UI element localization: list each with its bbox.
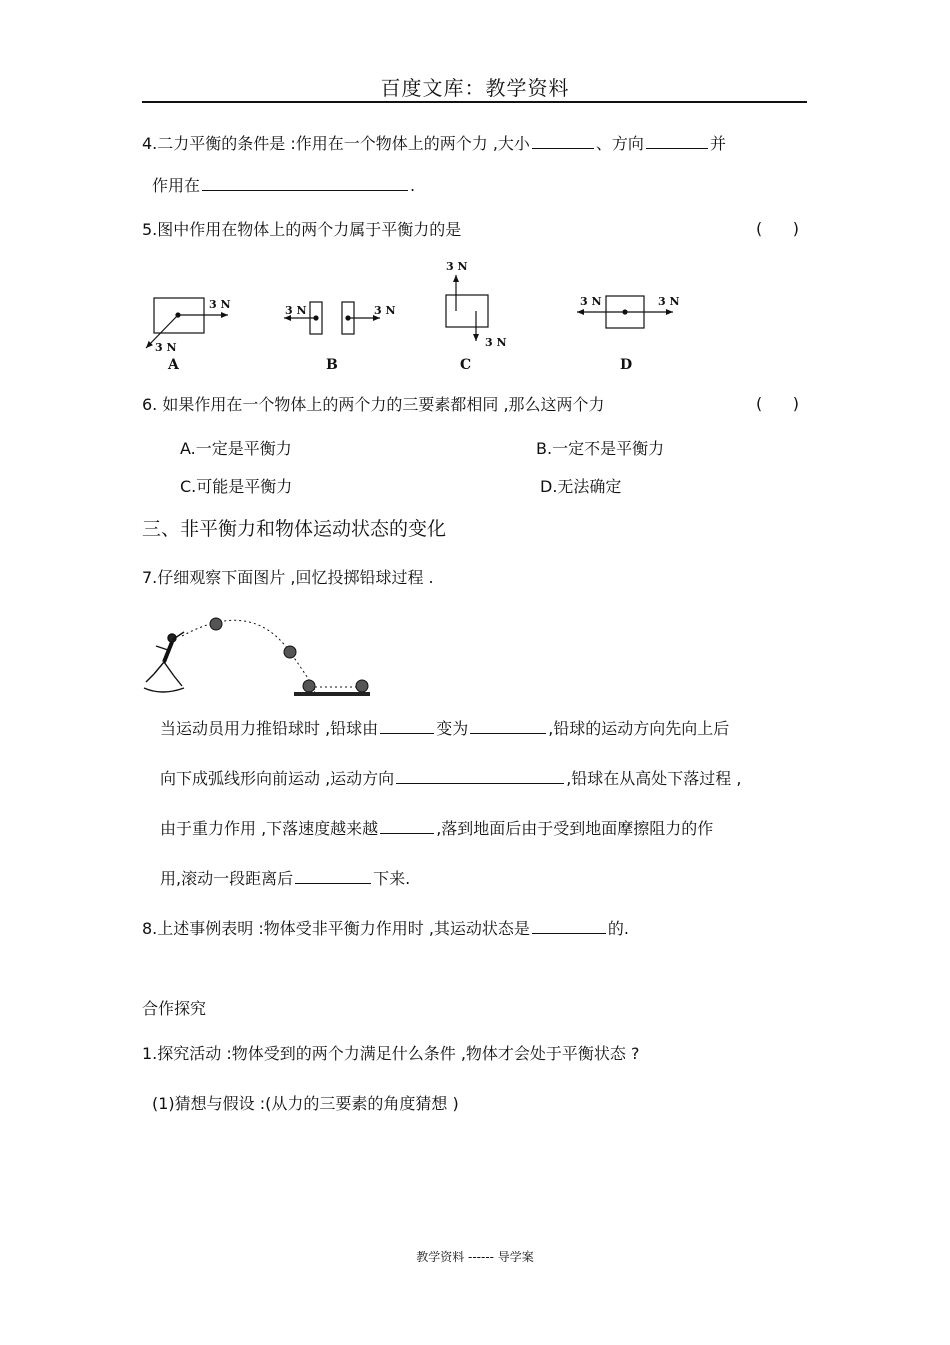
q7-blank-3[interactable] <box>396 767 564 784</box>
q5-answer-paren[interactable]: ( ) <box>756 219 799 238</box>
q7-paragraph-line2 <box>160 767 741 790</box>
q7-paragraph-line4 <box>160 867 410 890</box>
q8-line <box>142 917 629 940</box>
q4-blank-direction[interactable] <box>646 132 708 149</box>
q7-blank-5[interactable] <box>295 867 371 884</box>
q4-prefix: 4.二力平衡的条件是 :作用在一个物体上的两个力 ,大小 <box>142 134 530 153</box>
shot-put-illustration <box>142 610 374 696</box>
q4-line2-suffix: . <box>410 176 416 195</box>
q8-prefix: 8.上述事例表明 :物体受非平衡力作用时 ,其运动状态是 <box>142 919 530 938</box>
q4-blank-size[interactable] <box>532 132 594 149</box>
force-label-c1: 3 N <box>446 260 468 273</box>
header-rule <box>142 101 807 103</box>
q7-blank-2[interactable] <box>470 717 546 734</box>
page-header-title: 百度文库：教学资料 <box>380 76 570 100</box>
force-label-c2: 3 N <box>485 336 507 349</box>
diagram-c <box>446 275 488 341</box>
q7-p1-a: 当运动员用力推铅球时 ,铅球由 <box>160 719 379 738</box>
force-label-b2: 3 N <box>374 304 396 317</box>
force-label-a2: 3 N <box>155 341 177 354</box>
q4-line1 <box>142 132 726 155</box>
diagram-label-c: C <box>460 357 472 373</box>
q7-p4-b: 下来. <box>373 869 411 888</box>
q4-mid: 、方向 <box>595 134 644 153</box>
diagram-label-b: B <box>326 357 338 373</box>
q7-paragraph-line3 <box>160 817 713 840</box>
q7-text: 7.仔细观察下面图片 ,回忆投掷铅球过程 . <box>142 568 434 587</box>
q4-suffix: 并 <box>709 134 726 153</box>
q7-paragraph-line1 <box>160 717 729 740</box>
q7-p3-a: 由于重力作用 ,下落速度越来越 <box>160 819 379 838</box>
q6-option-a[interactable]: A.一定是平衡力 <box>180 439 292 458</box>
force-diagrams <box>140 255 700 375</box>
q8-blank[interactable] <box>532 917 606 934</box>
q5-text: 5.图中作用在物体上的两个力属于平衡力的是 <box>142 220 462 239</box>
q6-answer-paren[interactable]: ( ) <box>756 394 799 413</box>
coop-question-1-1: (1)猜想与假设 :(从力的三要素的角度猜想 ) <box>152 1094 459 1113</box>
page-footer: 教学资料 ------ 导学案 <box>416 1250 534 1264</box>
diagram-label-d: D <box>620 357 633 373</box>
q7-p4-a: 用,滚动一段距离后 <box>160 869 294 888</box>
q6-option-c[interactable]: C.可能是平衡力 <box>180 477 293 496</box>
q4-blank-line[interactable] <box>202 174 408 191</box>
diagram-label-a: A <box>168 357 179 373</box>
q7-blank-1[interactable] <box>380 717 434 734</box>
q7-p2-a: 向下成弧线形向前运动 ,运动方向 <box>160 769 395 788</box>
q6-option-d[interactable]: D.无法确定 <box>540 477 622 496</box>
q6-text: 6. 如果作用在一个物体上的两个力的三要素都相同 ,那么这两个力 <box>142 395 605 414</box>
q4-line2 <box>152 174 415 197</box>
force-label-d1: 3 N <box>580 295 602 308</box>
force-label-a1: 3 N <box>209 298 231 311</box>
q7-p3-b: ,落到地面后由于受到地面摩擦阻力的作 <box>436 819 714 838</box>
q4-line2-prefix: 作用在 <box>152 176 201 195</box>
q7-p1-b: 变为 <box>436 719 469 738</box>
coop-title: 合作探究 <box>142 999 207 1018</box>
q7-p1-c: ,铅球的运动方向先向上后 <box>548 719 730 738</box>
coop-question-1: 1.探究活动 :物体受到的两个力满足什么条件 ,物体才会处于平衡状态 ? <box>142 1044 640 1063</box>
q7-p2-b: ,铅球在从高处下落过程 , <box>566 769 742 788</box>
athlete-figure <box>144 632 184 692</box>
q8-suffix: 的. <box>607 919 630 938</box>
section-3-title: 三、非平衡力和物体运动状态的变化 <box>142 518 447 540</box>
q7-blank-4[interactable] <box>380 817 434 834</box>
force-label-b1: 3 N <box>285 304 307 317</box>
q6-option-b[interactable]: B.一定不是平衡力 <box>536 439 665 458</box>
force-label-d2: 3 N <box>658 295 680 308</box>
